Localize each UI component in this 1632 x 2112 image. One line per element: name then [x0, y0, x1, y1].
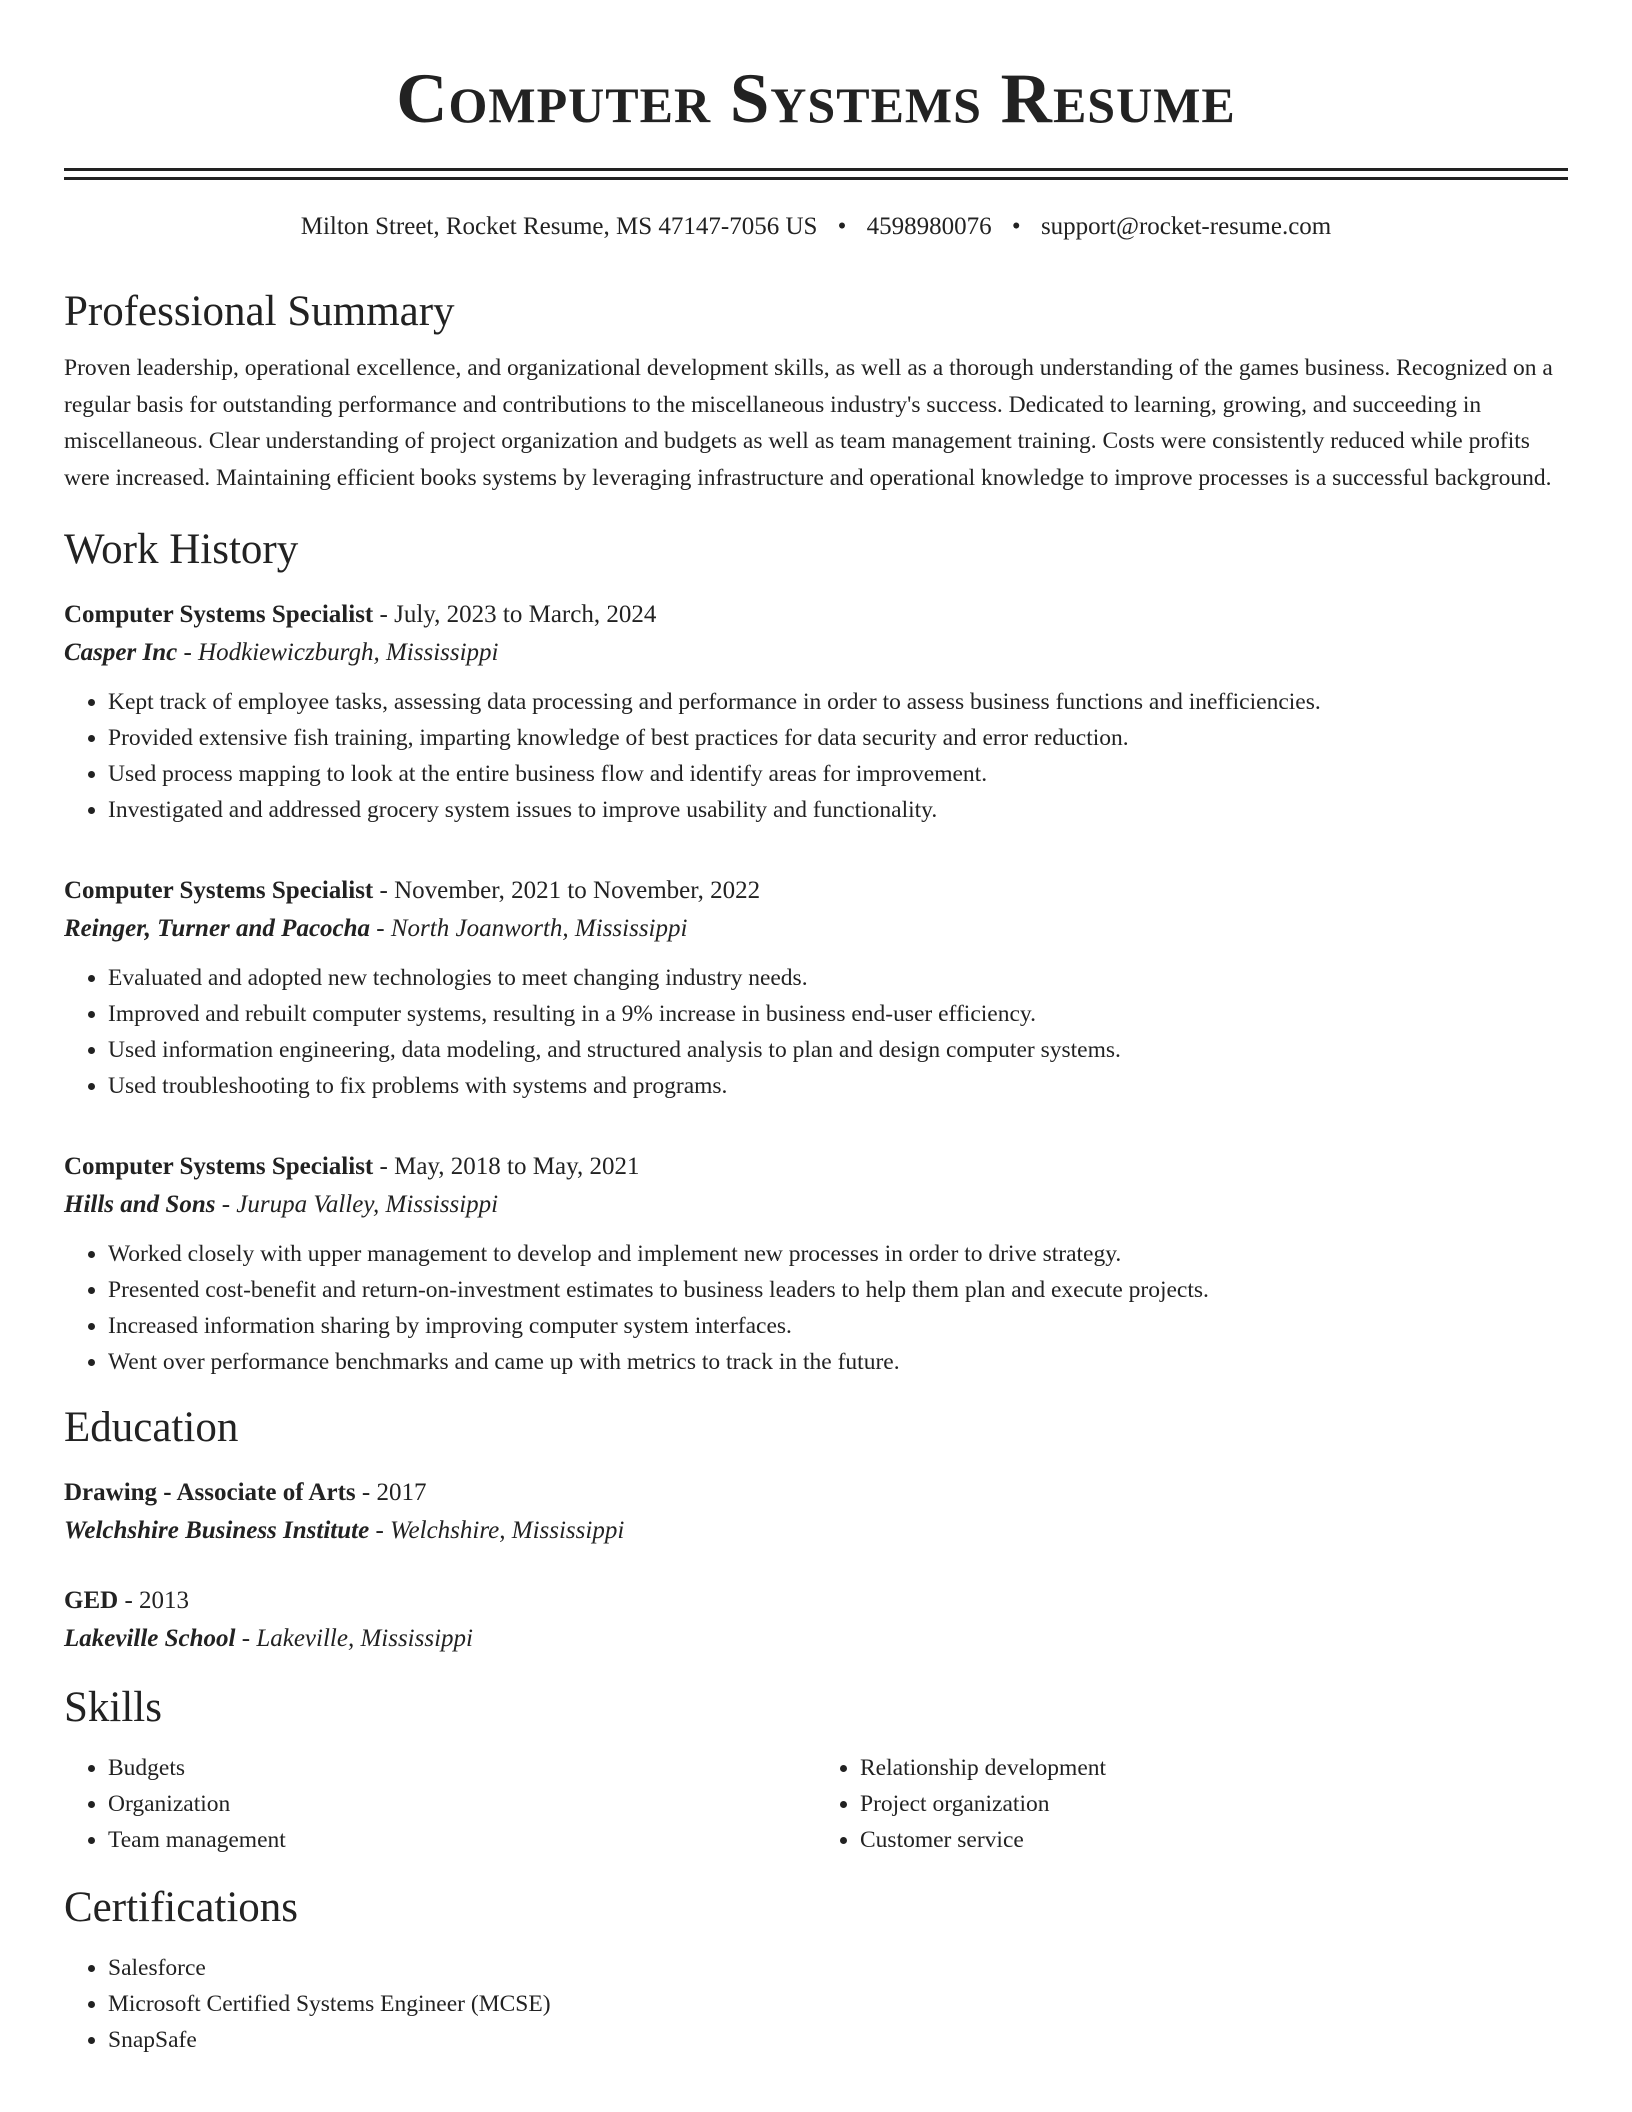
- resume-page: [64, 0, 1568, 2058]
- job-dates: - November, 2021 to November, 2022: [373, 877, 761, 904]
- job-company-line: [64, 1186, 1568, 1224]
- job-dates: - July, 2023 to March, 2024: [373, 601, 657, 628]
- education-location: - Welchshire, Mississippi: [369, 1517, 625, 1544]
- contact-separator: •: [837, 213, 847, 240]
- job-bullets: [64, 960, 1568, 1104]
- job-company-line: [64, 634, 1568, 672]
- title-divider-bottom: [64, 177, 1568, 180]
- skill-item: • Project organization: [860, 1786, 1568, 1822]
- skills-list: [64, 1750, 1568, 1858]
- job-bullet: • Evaluated and adopted new technologies to meet changing industry needs.: [108, 960, 1568, 996]
- education-entry: [64, 1582, 1568, 1658]
- job-bullet: • Used troubleshooting to fix problems with systems and programs.: [108, 1068, 1568, 1104]
- job-bullet: • Increased information sharing by improving computer system interfaces.: [108, 1308, 1568, 1344]
- job-title: Computer Systems Specialist: [64, 601, 374, 628]
- job-company-line: [64, 910, 1568, 948]
- education-degree: Drawing - Associate of Arts: [64, 1479, 356, 1506]
- education-heading: Education: [64, 1404, 239, 1451]
- certifications-list: [64, 1950, 1568, 2058]
- certification-item: • Salesforce: [108, 1950, 1568, 1986]
- job-entry: [64, 1148, 1568, 1380]
- job-bullet: • Used information engineering, data modeling, and structured analysis to plan and design computer systems.: [108, 1032, 1568, 1068]
- certification-item: • Microsoft Certified Systems Engineer (MCSE): [108, 1986, 1568, 2022]
- contact-email: support@rocket-resume.com: [1040, 213, 1332, 240]
- job-title-line: [64, 872, 1568, 910]
- education-year: - 2017: [355, 1479, 427, 1506]
- job-bullet: • Worked closely with upper management to develop and implement new processes in order to drive strategy.: [108, 1236, 1568, 1272]
- resume-title: Computer Systems Resume: [396, 60, 1236, 138]
- job-dates: - May, 2018 to May, 2021: [373, 1153, 640, 1180]
- job-bullet: • Went over performance benchmarks and came up with metrics to track in the future.: [108, 1344, 1568, 1380]
- skill-item: • Budgets: [108, 1750, 816, 1786]
- job-location: - North Joanworth, Mississippi: [370, 915, 688, 942]
- skills-column-left: [64, 1750, 816, 1858]
- education-school-line: [64, 1620, 1568, 1658]
- skills-column-right: [816, 1750, 1568, 1858]
- education-degree-line: [64, 1582, 1568, 1620]
- education-entry: [64, 1474, 1568, 1550]
- education-location: - Lakeville, Mississippi: [235, 1625, 473, 1652]
- job-location: - Jurupa Valley, Mississippi: [215, 1191, 499, 1218]
- skill-item: • Relationship development: [860, 1750, 1568, 1786]
- job-entry: [64, 872, 1568, 1104]
- job-title: Computer Systems Specialist: [64, 877, 374, 904]
- summary-heading: Professional Summary: [64, 288, 455, 335]
- job-bullets: [64, 684, 1568, 828]
- skill-item: • Customer service: [860, 1822, 1568, 1858]
- job-company: Reinger, Turner and Pacocha: [64, 915, 371, 942]
- job-company: Casper Inc: [64, 639, 178, 666]
- skills-heading: Skills: [64, 1684, 162, 1731]
- summary-text: Proven leadership, operational excellence, and organizational development skills, as well as a thorough understanding of the games business. Recognized on a regular basis for outstanding performance and contributions to the miscellaneous industry's success. Dedicated to learning, growing, and succeeding in miscellaneous. Clear understanding of project organization and budgets as well as team management training. Costs were consistently reduced while profits were increased. Maintaining efficient books systems by leveraging infrastructure and operational knowledge to improve processes is a successful background.: [64, 355, 1553, 491]
- job-bullet: • Presented cost-benefit and return-on-investment estimates to business leaders to help them plan and execute projects.: [108, 1272, 1568, 1308]
- education-degree-line: [64, 1474, 1568, 1512]
- education-school: Lakeville School: [64, 1625, 236, 1652]
- certifications-heading: Certifications: [64, 1884, 299, 1931]
- contact-line: [64, 210, 1568, 244]
- education-year: - 2013: [118, 1587, 190, 1614]
- contact-separator: •: [1011, 213, 1021, 240]
- education-school-line: [64, 1512, 1568, 1550]
- contact-phone: 4598980076: [866, 213, 992, 240]
- job-location: - Hodkiewiczburgh, Mississippi: [177, 639, 499, 666]
- title-divider-top: [64, 168, 1568, 171]
- job-bullets: [64, 1236, 1568, 1380]
- job-title-line: [64, 1148, 1568, 1186]
- education-degree: GED: [64, 1587, 119, 1614]
- job-bullet: • Improved and rebuilt computer systems, resulting in a 9% increase in business end-user efficiency.: [108, 996, 1568, 1032]
- work-history-heading: Work History: [64, 526, 299, 573]
- skill-item: • Organization: [108, 1786, 816, 1822]
- job-bullet: • Provided extensive fish training, imparting knowledge of best practices for data security and error reduction.: [108, 720, 1568, 756]
- job-title-line: [64, 596, 1568, 634]
- job-title: Computer Systems Specialist: [64, 1153, 374, 1180]
- job-bullet: • Kept track of employee tasks, assessing data processing and performance in order to assess business functions and inefficiencies.: [108, 684, 1568, 720]
- contact-address: Milton Street, Rocket Resume, MS 47147-7056 US: [300, 213, 818, 240]
- job-company: Hills and Sons: [64, 1191, 216, 1218]
- job-bullet: • Investigated and addressed grocery system issues to improve usability and functionality.: [108, 792, 1568, 828]
- skill-item: • Team management: [108, 1822, 816, 1858]
- education-school: Welchshire Business Institute: [64, 1517, 370, 1544]
- job-entry: [64, 596, 1568, 828]
- job-bullet: • Used process mapping to look at the entire business flow and identify areas for improvement.: [108, 756, 1568, 792]
- certification-item: • SnapSafe: [108, 2022, 1568, 2058]
